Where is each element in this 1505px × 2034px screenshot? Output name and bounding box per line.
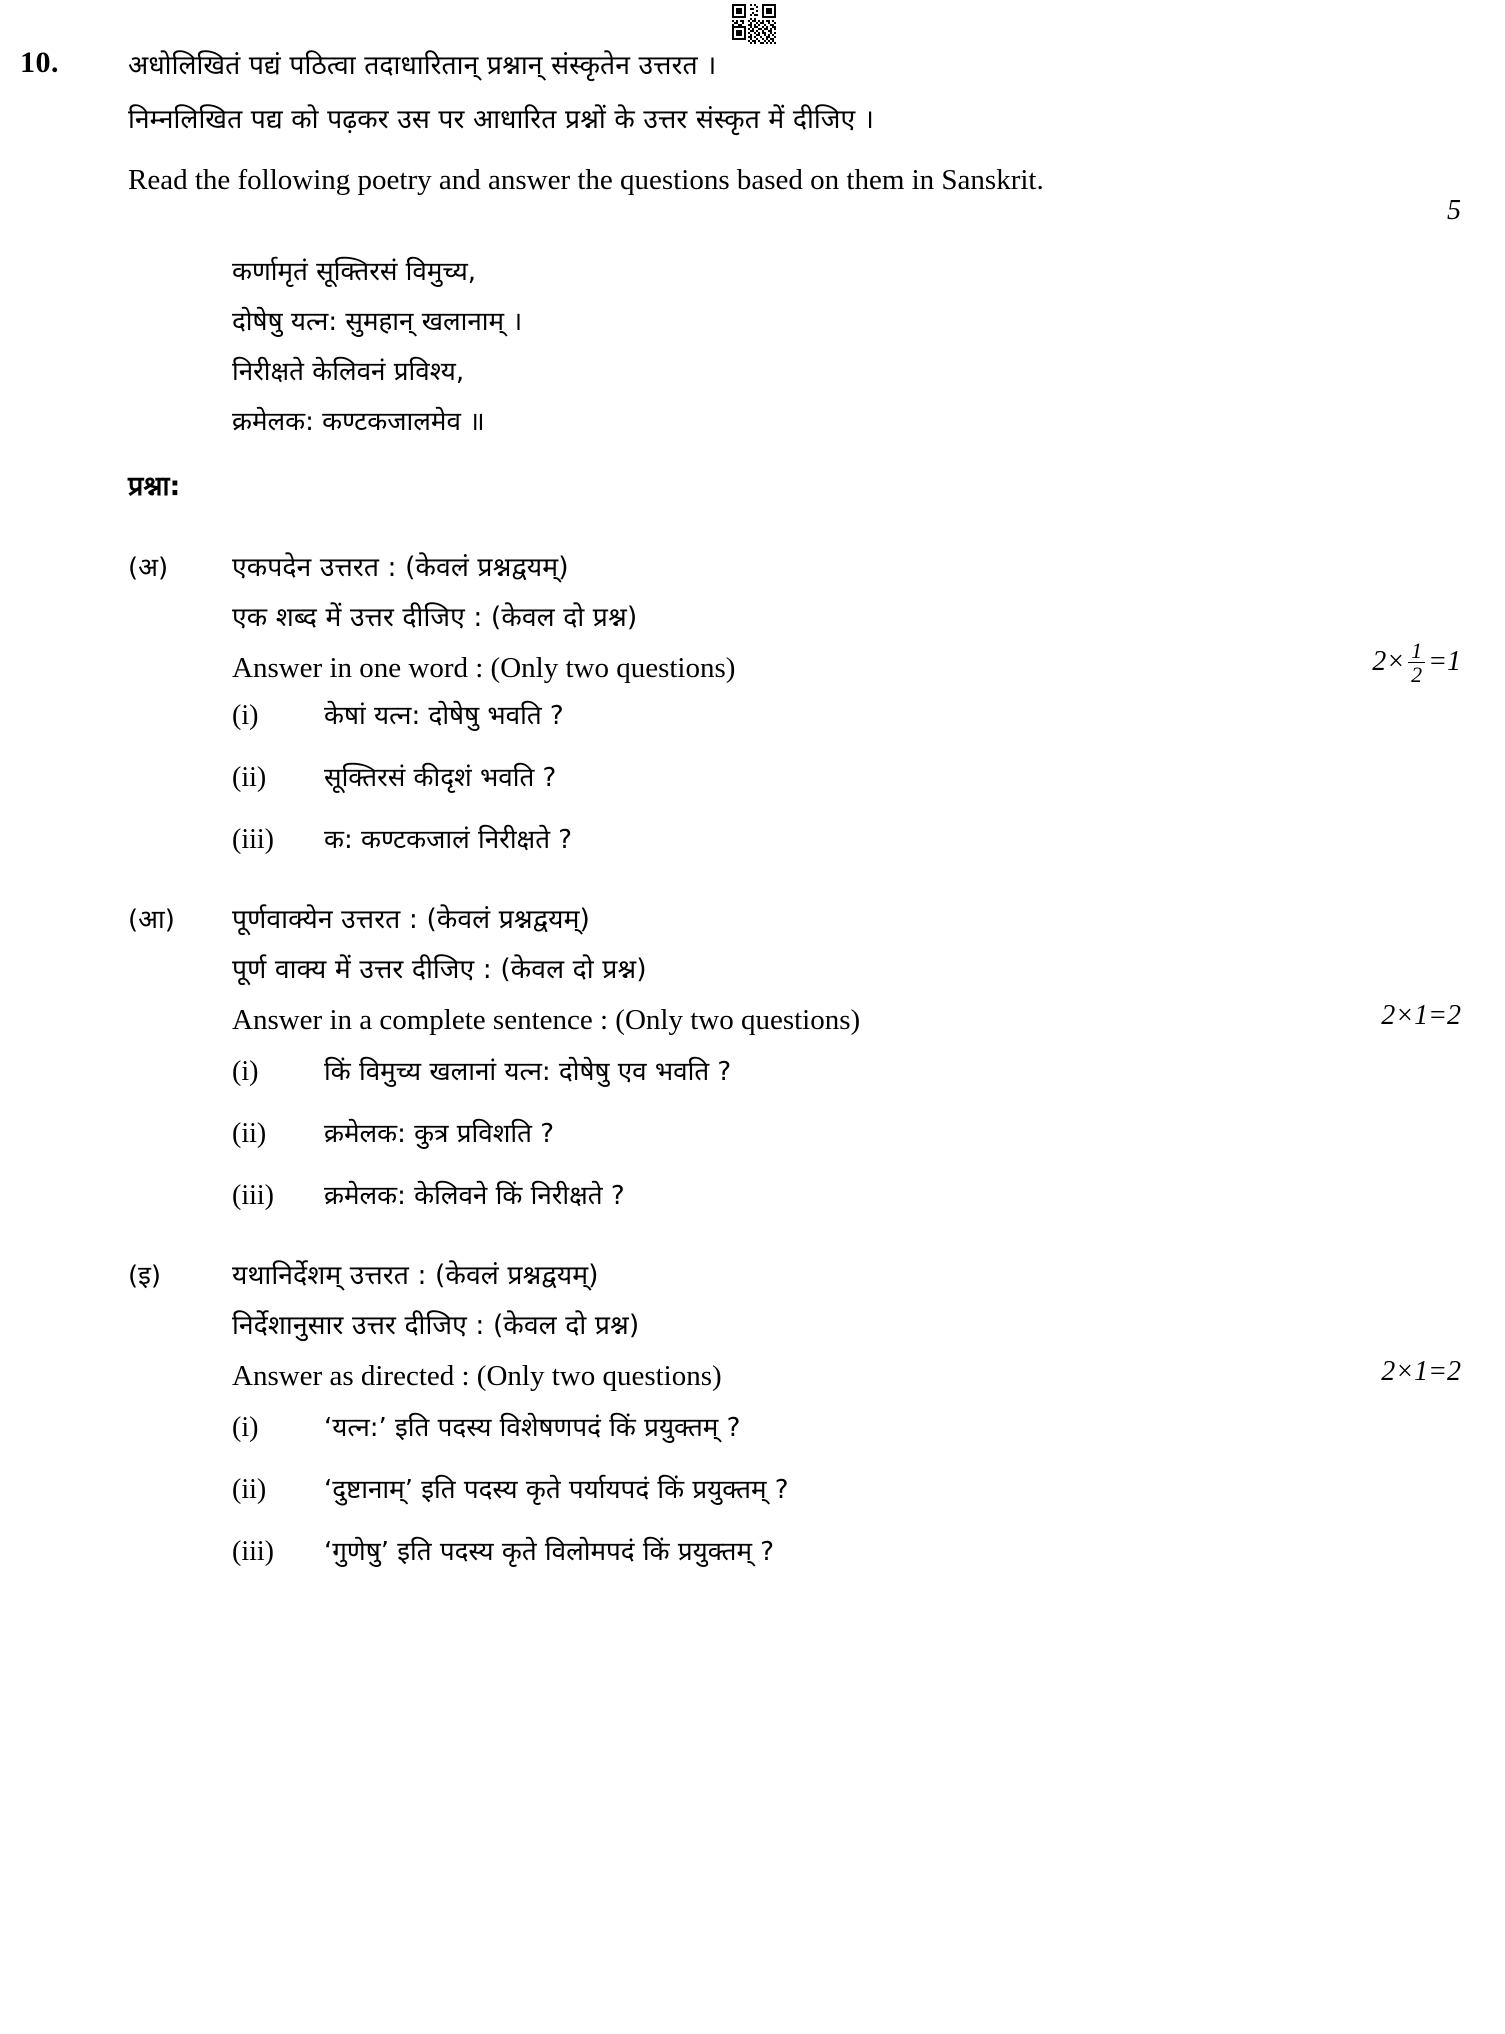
instruction-marks: 5 [1447,195,1461,226]
section-aa-sanskrit: पूर्णवाक्येन उत्तरत : (केवलं प्रश्नद्वयम्) [232,904,590,935]
list-item [232,1408,1465,1444]
instruction-english: Read the following poetry and answer the questions based on them in Sanskrit. [128,163,1044,196]
section-a-marks-suffix: =1 [1428,646,1461,678]
list-item [232,1114,1465,1150]
list-item [232,1470,1465,1506]
section-i-english: Answer as directed : (Only two questions) [232,1359,722,1392]
item-text: सूक्तिरसं कीदृशं भवति ? [324,763,557,793]
section-body-i [232,1256,1465,1398]
fraction-numerator: 1 [1411,638,1423,663]
item-roman: (iii) [232,1536,274,1567]
qr-code-icon [730,2,782,46]
poem-line: कर्णामृतं सूक्तिरसं विमुच्य, [232,257,477,287]
section-a-marks [1372,640,1461,688]
question-number: 10. [20,46,59,79]
item-text: क्रमेलक: कुत्र प्रविशति ? [324,1119,555,1149]
instruction-hindi: निम्नलिखित पद्य को पढ़कर उस पर आधारित प्रश्नों के उत्तर संस्कृत में दीजिए । [128,104,874,136]
item-roman: (i) [232,700,259,731]
section-body-aa [232,900,1465,1042]
questions-heading: प्रश्ना: [128,471,181,502]
list-item [232,820,1465,856]
item-roman: (ii) [232,762,267,793]
item-roman: (iii) [232,1180,274,1211]
section-label-aa: (आ) [128,905,175,935]
poem-block [232,248,522,448]
item-text: ‘यत्न:’ इति पदस्य विशेषणपदं किं प्रयुक्तम् ? [324,1413,741,1443]
fraction-denominator: 2 [1408,662,1425,686]
section-a-sanskrit: एकपदेन उत्तरत : (केवलं प्रश्नद्वयम्) [232,552,569,583]
item-roman: (ii) [232,1118,267,1149]
list-item [232,1532,1465,1568]
section-aa-hindi: पूर्ण वाक्य में उत्तर दीजिए : (केवल दो प्रश्न) [232,954,647,986]
section-a-marks-prefix: 2× [1372,646,1406,678]
section-body-a [232,548,1465,690]
item-text: ‘गुणेषु’ इति पदस्य कृते विलोमपदं किं प्रयुक्तम् ? [324,1537,775,1567]
section-aa-english: Answer in a complete sentence : (Only two questions) [232,1003,861,1036]
list-item [232,1176,1465,1212]
item-text: किं विमुच्य खलानां यत्न: दोषेषु एव भवति ? [324,1057,732,1087]
item-roman: (i) [232,1412,259,1443]
poem-line: निरीक्षते केलिवनं प्रविश्य, [232,356,465,387]
list-item [232,758,1465,794]
section-label-i: (इ) [128,1261,162,1291]
item-roman: (i) [232,1056,259,1087]
list-item [232,696,1465,732]
section-label-a: (अ) [128,553,169,583]
section-aa-marks: 2×1=2 [1381,1000,1461,1031]
list-item [232,1052,1465,1088]
poem-line: क्रमेलक: कण्टकजालमेव ॥ [232,406,485,437]
section-a-marks-fraction [1408,639,1425,687]
instruction-block [128,46,1465,202]
item-roman: (ii) [232,1474,267,1505]
section-i-hindi: निर्देशानुसार उत्तर दीजिए : (केवल दो प्रश्न) [232,1310,640,1342]
section-i-sanskrit: यथानिर्देशम् उत्तरत : (केवलं प्रश्नद्वयम्) [232,1260,599,1291]
poem-line: दोषेषु यत्न: सुमहान् खलानाम् । [232,306,523,337]
item-roman: (iii) [232,824,274,855]
section-a-hindi: एक शब्द में उत्तर दीजिए : (केवल दो प्रश्न) [232,602,638,634]
item-text: केषां यत्न: दोषेषु भवति ? [324,701,564,731]
item-text: क: कण्टकजालं निरीक्षते ? [324,825,573,855]
item-text: ‘दुष्टानाम्’ इति पदस्य कृते पर्यायपदं किं प्रयुक्तम् ? [324,1475,789,1505]
section-a-english: Answer in one word : (Only two questions) [232,651,736,684]
instruction-sanskrit: अधोलिखितं पद्यं पठित्वा तदाधारितान् प्रश्नान् संस्कृतेन उत्तरत । [128,50,717,81]
item-text: क्रमेलक: केलिवने किं निरीक्षते ? [324,1181,625,1211]
section-i-marks: 2×1=2 [1381,1356,1461,1387]
